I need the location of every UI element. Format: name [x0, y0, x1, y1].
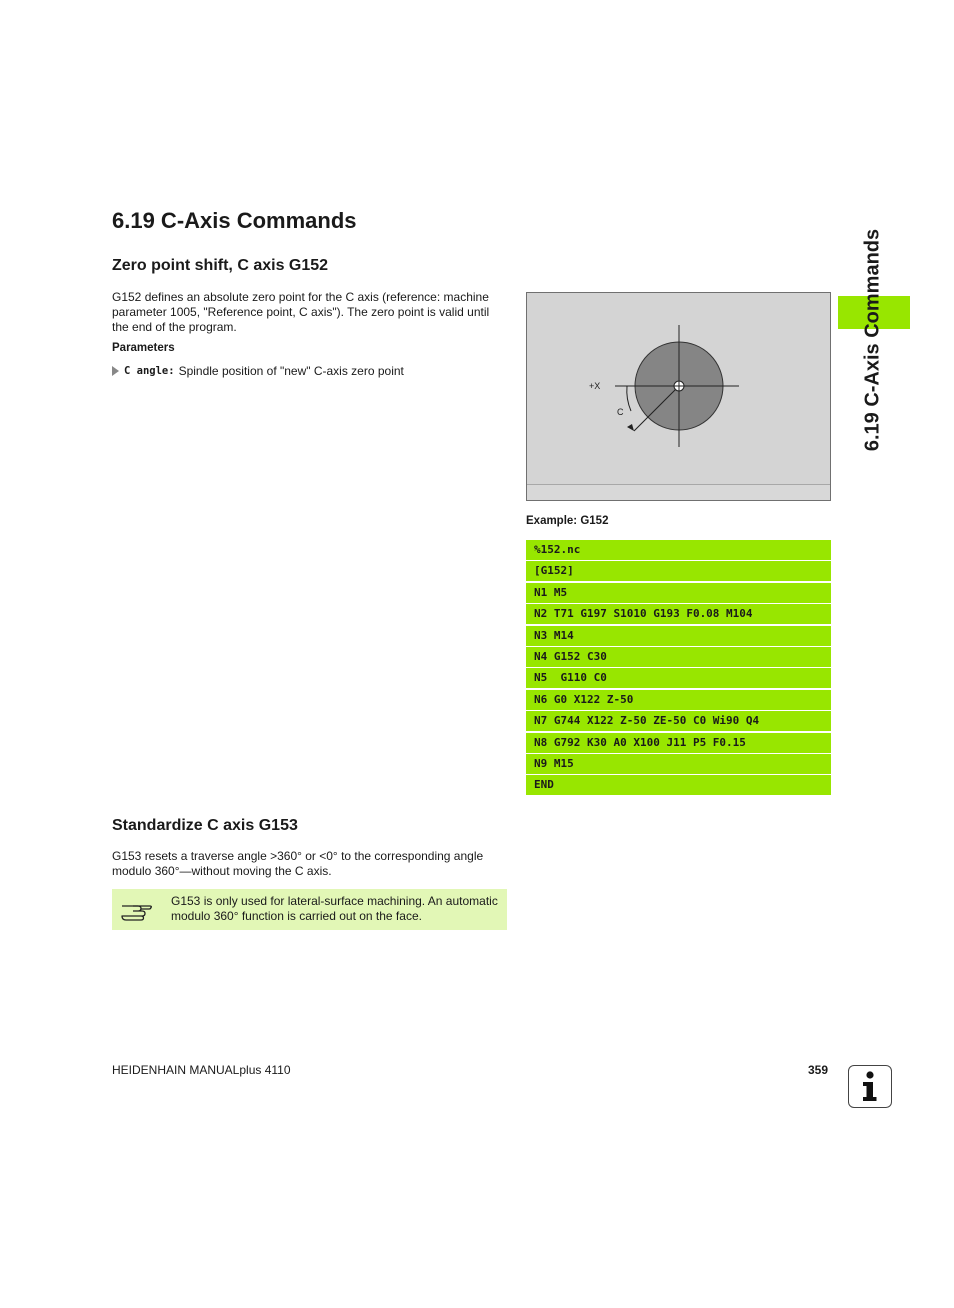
code-line: N5 G110 C0 — [526, 668, 831, 688]
code-line: N7 G744 X122 Z-50 ZE-50 C0 Wi90 Q4 — [526, 711, 831, 731]
code-line: N6 G0 X122 Z-50 — [526, 690, 831, 710]
code-example — [526, 540, 831, 797]
info-icon — [849, 1066, 890, 1106]
g153-heading: Standardize C axis G153 — [112, 817, 298, 834]
parameter-item — [112, 364, 404, 378]
note-box — [112, 889, 507, 930]
note-text: G153 is only used for lateral-surface machining. An automatic modulo 360° function is carried out on the face. — [171, 894, 498, 923]
g153-description: G153 resets a traverse angle >360° or <0° to the corresponding angle modulo 360°—without moving the C axis. — [112, 849, 484, 878]
code-line: [G152] — [526, 561, 831, 581]
code-line: N4 G152 C30 — [526, 647, 831, 667]
g152-description: G152 defines an absolute zero point for the C axis (reference: machine parameter 1005, "Reference point, C axis"). The zero point is valid until the end of the program. — [112, 290, 490, 334]
side-tab-title: 6.19 C-Axis Commands — [861, 228, 884, 452]
code-line: N8 G792 K30 A0 X100 J11 P5 F0.15 — [526, 733, 831, 753]
code-line: END — [526, 775, 831, 795]
c-angle-arc — [627, 386, 631, 411]
figure-drawing — [527, 293, 830, 500]
figure-status-strip — [527, 484, 830, 500]
parameter-name: C angle: — [124, 365, 175, 377]
code-line: %152.nc — [526, 540, 831, 560]
x-axis-label: +X — [589, 381, 601, 391]
parameter-description: Spindle position of "new" C-axis zero point — [178, 364, 404, 378]
c-angle-arrowhead — [627, 424, 634, 431]
example-label: Example: G152 — [526, 515, 609, 527]
c-axis-label: C — [617, 407, 624, 417]
code-line: N1 M5 — [526, 583, 831, 603]
page-number: 359 — [808, 1063, 829, 1077]
pointing-hand-icon — [120, 897, 152, 923]
g152-heading: Zero point shift, C axis G152 — [112, 257, 329, 274]
zero-point-shift-figure — [526, 292, 831, 501]
code-line: N3 M14 — [526, 626, 831, 646]
section-title: 6.19 C-Axis Commands — [112, 208, 357, 233]
parameters-label: Parameters — [112, 342, 175, 354]
footer-product: HEIDENHAIN MANUALplus 4110 — [112, 1063, 291, 1077]
code-line: N2 T71 G197 S1010 G193 F0.08 M104 — [526, 604, 831, 624]
code-line: N9 M15 — [526, 754, 831, 774]
bullet-triangle-icon — [112, 366, 119, 376]
info-button[interactable] — [848, 1065, 892, 1108]
